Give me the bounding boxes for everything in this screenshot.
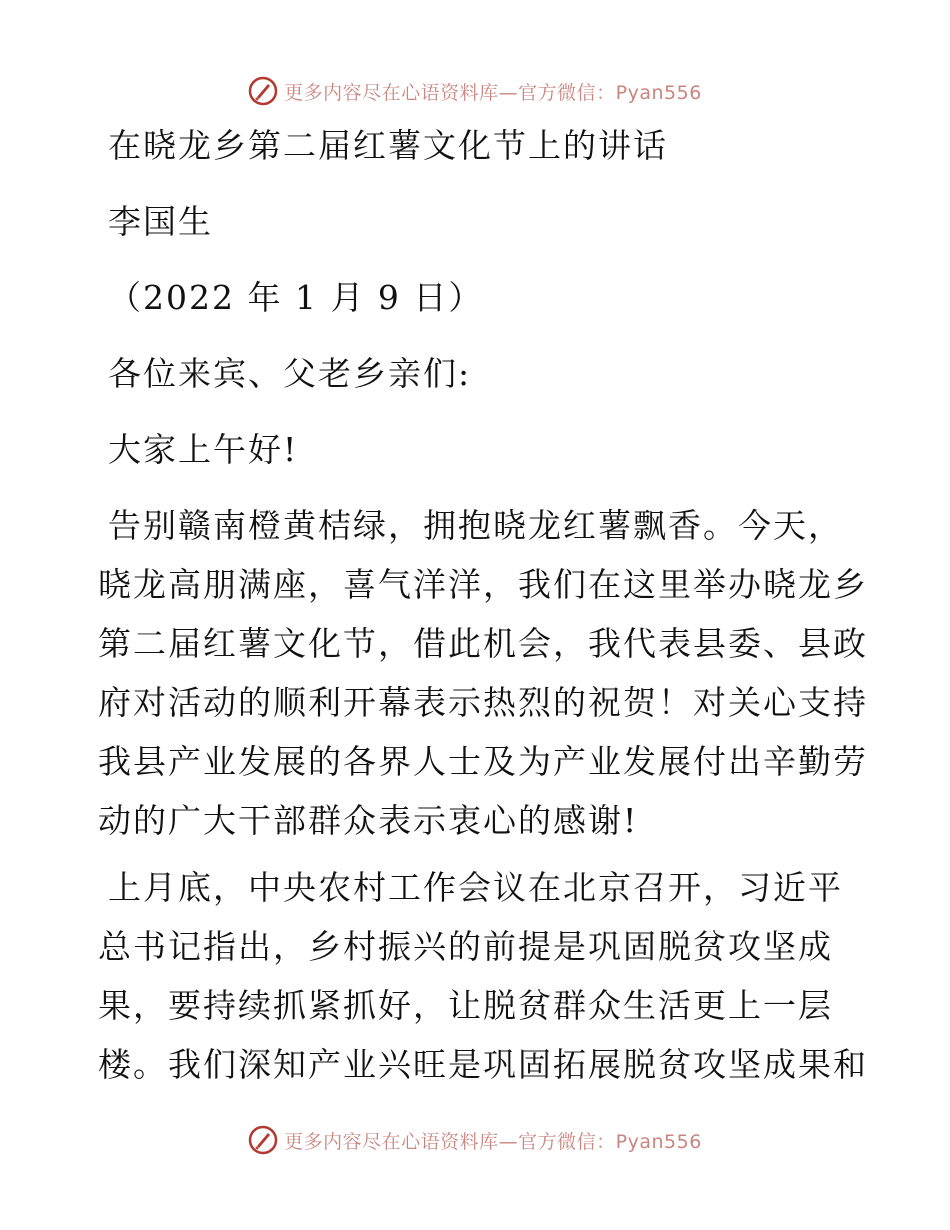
header-watermark xyxy=(0,71,950,111)
paragraph-line: 楼。我们深知产业兴旺是巩固拓展脱贫攻坚成果和 xyxy=(98,1045,868,1084)
quill-logo-icon xyxy=(248,76,278,106)
paragraph-line: 上月底，中央农村工作会议在北京召开，习近平 xyxy=(108,868,843,907)
paragraph-line: 晓龙高朋满座，喜气洋洋，我们在这里举办晓龙乡 xyxy=(98,565,868,604)
paragraph-line: 府对活动的顺利开幕表示热烈的祝贺！对关心支持 xyxy=(98,683,868,722)
watermark-text: 更多内容尽在心语资料库—官方微信：Pyan556 xyxy=(284,1130,702,1153)
watermark-text: 更多内容尽在心语资料库—官方微信：Pyan556 xyxy=(284,81,702,104)
salutation: 各位来宾、父老乡亲们: xyxy=(108,354,472,393)
speech-date: （2022 年 1 月 9 日） xyxy=(108,278,484,317)
document-body xyxy=(98,122,868,1094)
paragraph-line: 果，要持续抓紧抓好，让脱贫群众生活更上一层 xyxy=(98,986,833,1025)
author-name: 李国生 xyxy=(108,202,213,241)
quill-logo-icon xyxy=(248,1125,278,1155)
paragraph-line: 告别赣南橙黄桔绿，拥抱晓龙红薯飘香。今天， xyxy=(108,506,843,545)
paragraph-line: 我县产业发展的各界人士及为产业发展付出辛勤劳 xyxy=(98,742,868,781)
paragraph-1 xyxy=(98,496,868,850)
paragraph-line: 总书记指出，乡村振兴的前提是巩固脱贫攻坚成 xyxy=(98,927,833,966)
paragraph-line: 第二届红薯文化节，借此机会，我代表县委、县政 xyxy=(98,624,868,663)
greeting: 大家上午好! xyxy=(108,430,299,469)
paragraph-2 xyxy=(98,858,868,1094)
paragraph-line: 动的广大干部群众表示衷心的感谢! xyxy=(98,801,639,840)
document-title: 在晓龙乡第二届红薯文化节上的讲话 xyxy=(108,126,668,165)
footer-watermark xyxy=(0,1120,950,1160)
